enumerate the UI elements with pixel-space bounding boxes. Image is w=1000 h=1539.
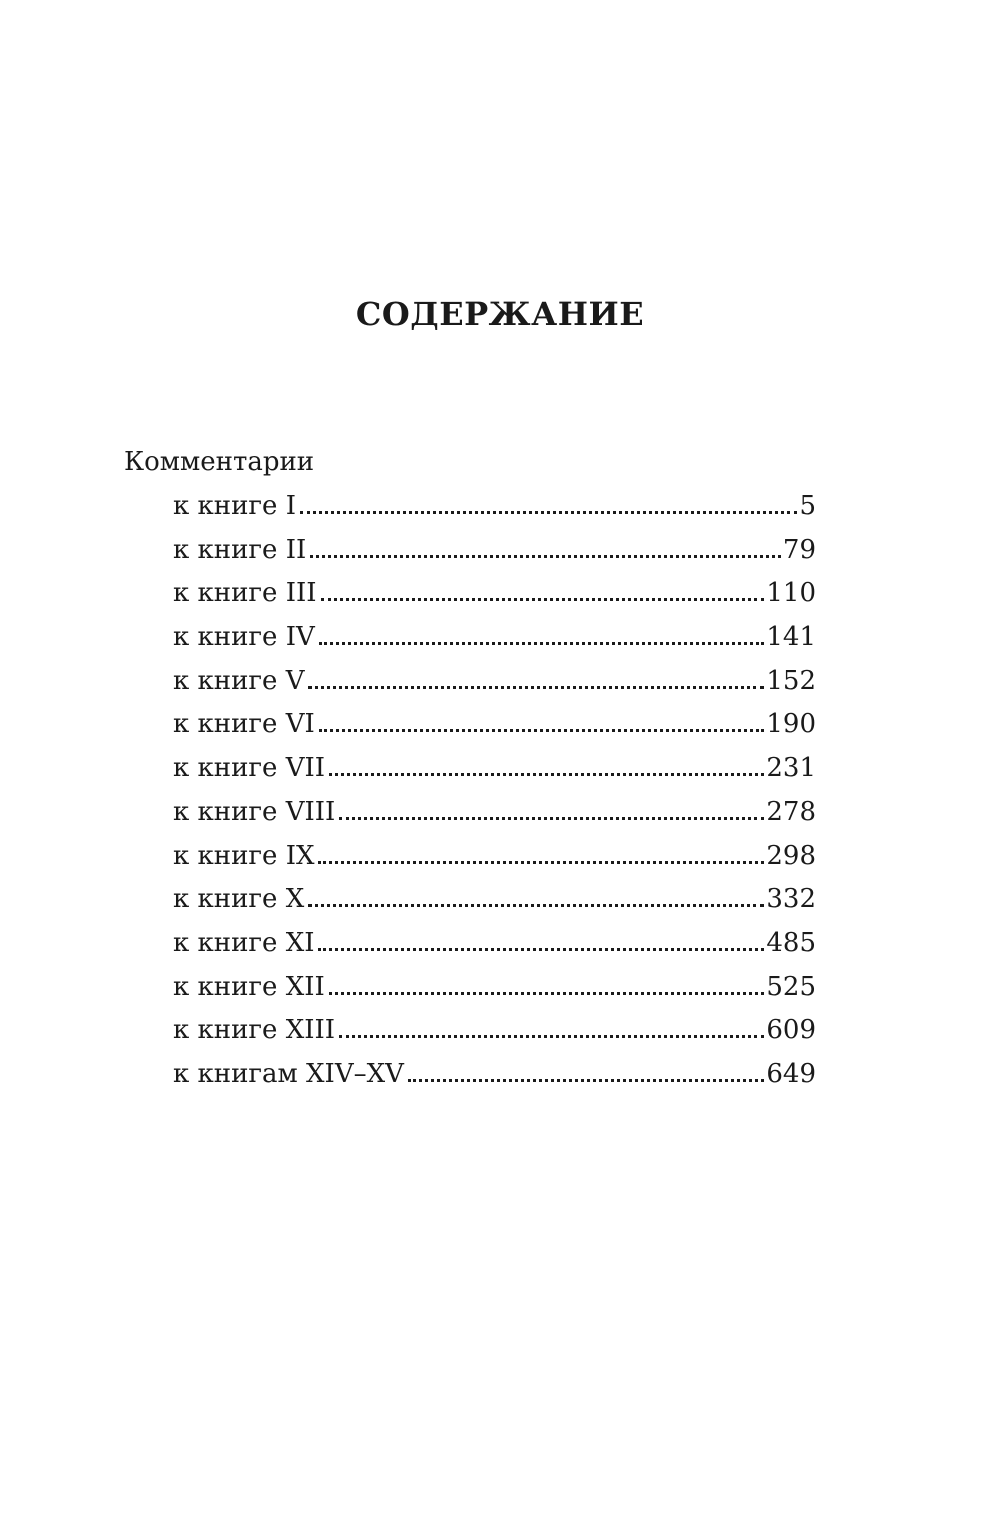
toc-entry-page: 298 xyxy=(766,840,816,871)
toc-entry-book-10[interactable] xyxy=(173,881,816,925)
toc-entry-page: 5 xyxy=(799,491,816,521)
dot-leader xyxy=(310,555,781,558)
dot-leader xyxy=(339,1035,764,1038)
toc-entry-book-9[interactable] xyxy=(173,838,816,882)
toc-entry-label: к книге II xyxy=(173,534,307,565)
toc-entry-book-7[interactable] xyxy=(173,750,816,794)
toc-entry-label: к книге I xyxy=(173,491,296,521)
toc-entry-page: 649 xyxy=(766,1058,816,1089)
dot-leader xyxy=(300,511,797,514)
toc-entry-label: к книге X xyxy=(173,884,305,915)
toc-entry-book-4[interactable] xyxy=(173,619,816,663)
section-heading: Комментарии xyxy=(124,447,315,477)
dot-leader xyxy=(308,904,764,907)
toc-entry-book-13[interactable] xyxy=(173,1012,816,1056)
page-title: СОДЕРЖАНИЕ xyxy=(355,295,645,333)
dot-leader xyxy=(329,992,765,995)
dot-leader xyxy=(329,773,764,776)
toc-entry-page: 278 xyxy=(766,796,816,827)
toc-entry-page: 525 xyxy=(766,971,816,1002)
toc-entry-page: 332 xyxy=(766,884,816,915)
toc-entry-page: 485 xyxy=(766,927,816,958)
toc-entry-label: к книге VIII xyxy=(173,796,336,827)
toc-entry-label: к книге IV xyxy=(173,622,315,653)
toc-entry-book-8[interactable] xyxy=(173,794,816,838)
dot-leader xyxy=(318,948,764,951)
toc-entry-label: к книгам XIV–XV xyxy=(173,1058,404,1089)
toc-entry-book-3[interactable] xyxy=(173,575,816,619)
toc-entry-page: 152 xyxy=(766,665,816,696)
toc-entry-label: к книге VI xyxy=(173,709,315,740)
toc-entry-label: к книге III xyxy=(173,578,317,609)
toc-entry-book-11[interactable] xyxy=(173,925,816,969)
dot-leader xyxy=(308,686,764,689)
toc-entry-books-14-15[interactable] xyxy=(173,1056,816,1100)
table-of-contents xyxy=(173,488,816,1100)
toc-entry-label: к книге VII xyxy=(173,753,326,784)
dot-leader xyxy=(339,817,764,820)
dot-leader xyxy=(318,861,764,864)
toc-entry-label: к книге IX xyxy=(173,840,315,871)
toc-entry-page: 79 xyxy=(782,534,816,565)
toc-entry-page: 609 xyxy=(766,1015,816,1046)
dot-leader xyxy=(408,1079,764,1082)
toc-entry-label: к книге XI xyxy=(173,927,315,958)
toc-entry-label: к книге XIII xyxy=(173,1015,336,1046)
toc-entry-book-5[interactable] xyxy=(173,663,816,707)
toc-entry-book-2[interactable] xyxy=(173,532,816,576)
dot-leader xyxy=(319,642,765,645)
toc-entry-book-1[interactable] xyxy=(173,488,816,532)
toc-entry-label: к книге V xyxy=(173,665,305,696)
toc-entry-page: 231 xyxy=(766,753,816,784)
toc-entry-page: 110 xyxy=(766,578,816,609)
toc-entry-label: к книге XII xyxy=(173,971,325,1002)
toc-entry-book-6[interactable] xyxy=(173,706,816,750)
dot-leader xyxy=(321,598,765,601)
toc-entry-page: 190 xyxy=(766,709,816,740)
toc-entry-page: 141 xyxy=(766,622,816,653)
toc-entry-book-12[interactable] xyxy=(173,969,816,1013)
dot-leader xyxy=(319,729,765,732)
